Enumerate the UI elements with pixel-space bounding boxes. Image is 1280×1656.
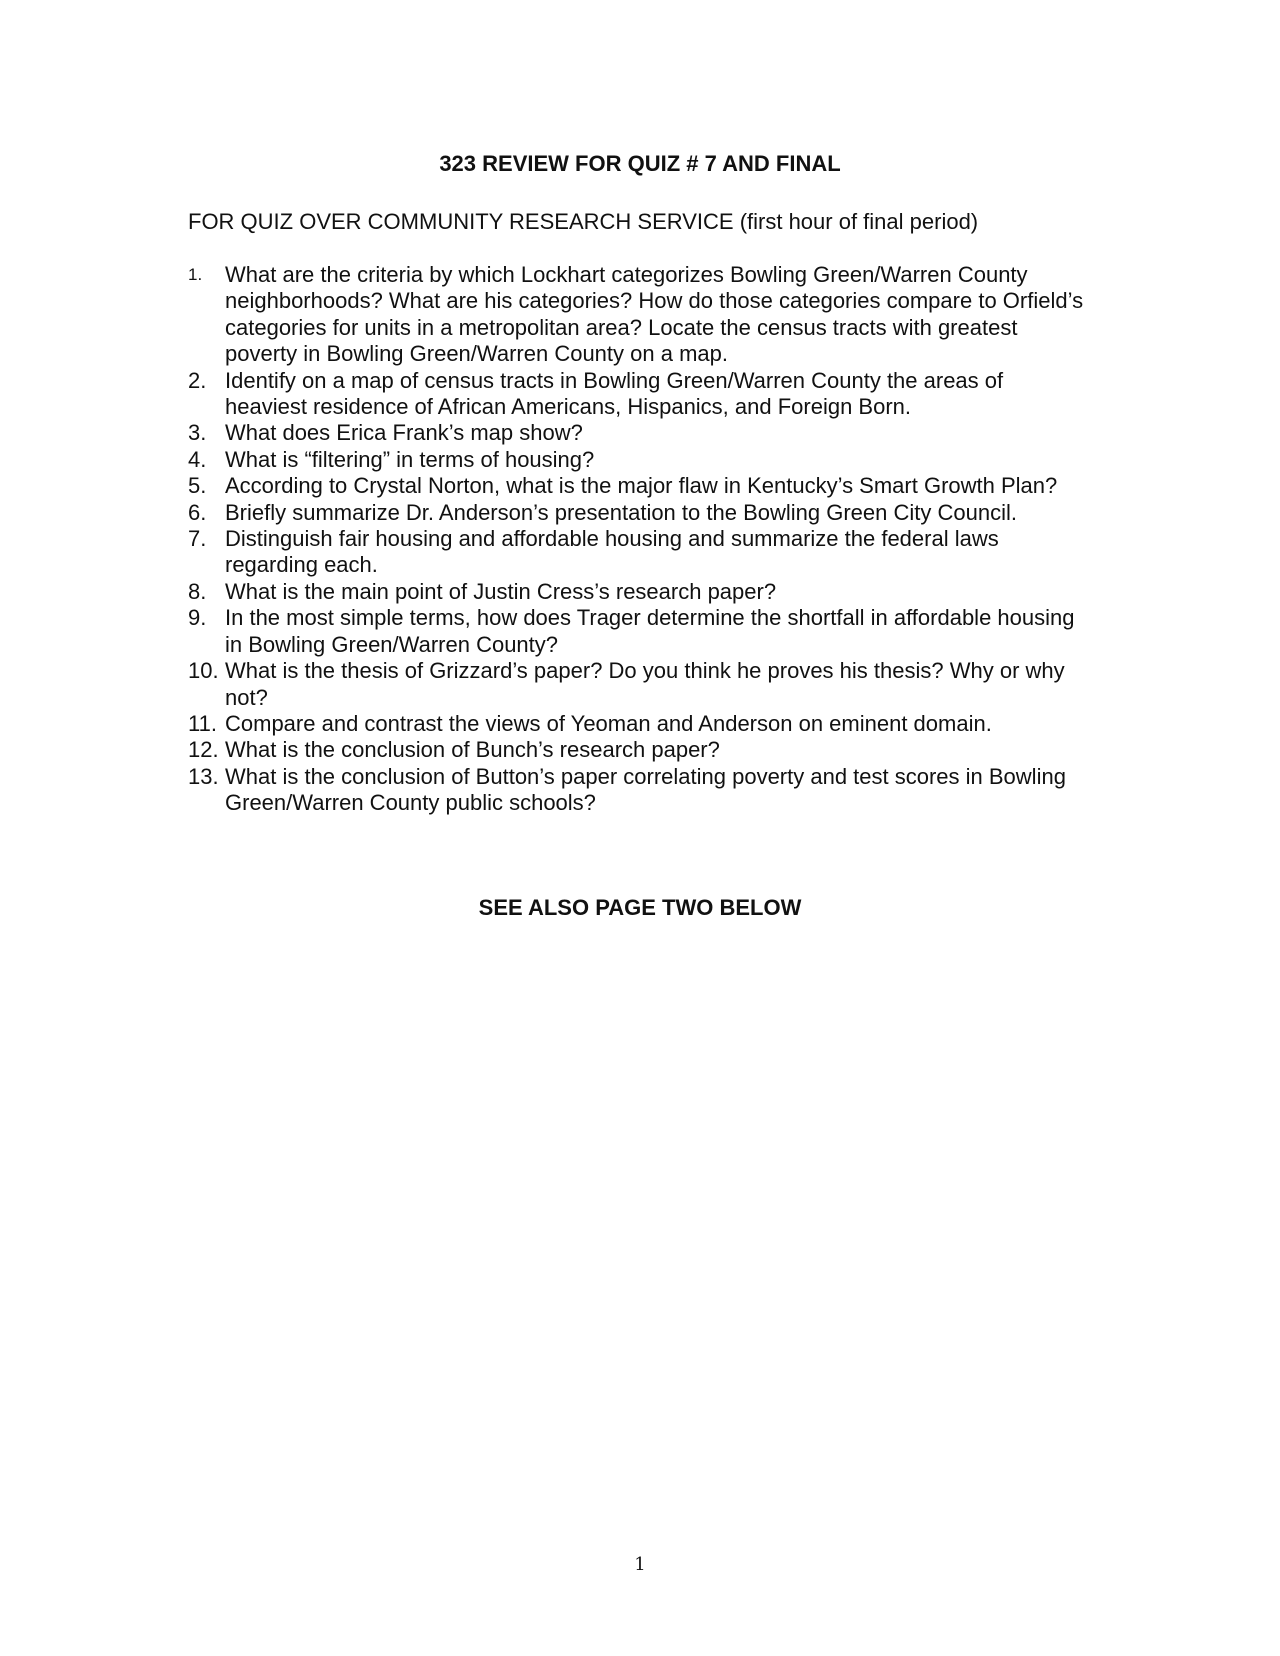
question-item [188, 447, 1088, 473]
question-item [188, 658, 1088, 711]
question-text: What is the conclusion of Bunch’s research paper? [225, 737, 720, 763]
question-number: 6. [188, 499, 207, 525]
question-item [188, 473, 1088, 499]
question-item [188, 262, 1088, 368]
question-number: 3. [188, 420, 207, 446]
question-number: 1. [188, 265, 203, 284]
question-item [188, 737, 1088, 763]
question-text: What is the thesis of Grizzard’s paper? Do you think he proves his thesis? Why or why not? [225, 658, 1065, 710]
page-number: 1 [634, 1554, 646, 1575]
question-text: What are the criteria by which Lockhart categorizes Bowling Green/Warren County neighborhoods? What are his categories? How do those categories compare to Orfield’s categories for units in a metropolitan area? Locate the census tracts with greatest poverty in Bowling Green/Warren County on a map. [225, 262, 1084, 367]
question-text: Compare and contrast the views of Yeoman and Anderson on eminent domain. [225, 710, 992, 736]
quiz-intro: FOR QUIZ OVER COMMUNITY RESEARCH SERVICE (first hour of final period) [188, 209, 979, 234]
question-number: 13. [188, 763, 219, 789]
question-item [188, 711, 1088, 737]
question-text: Briefly summarize Dr. Anderson’s presentation to the Bowling Green City Council. [225, 499, 1017, 525]
question-item [188, 579, 1088, 605]
question-item [188, 605, 1088, 658]
question-text: What does Erica Frank’s map show? [225, 420, 583, 446]
question-number: 4. [188, 446, 207, 472]
question-text: In the most simple terms, how does Trager determine the shortfall in affordable housing in Bowling Green/Warren County? [225, 605, 1075, 657]
question-number: 8. [188, 578, 207, 604]
question-number: 5. [188, 473, 207, 499]
question-item [188, 764, 1088, 817]
see-also-note: SEE ALSO PAGE TWO BELOW [478, 895, 802, 920]
question-text: Distinguish fair housing and affordable housing and summarize the federal laws regarding each. [225, 526, 999, 578]
question-number: 2. [188, 367, 207, 393]
question-number: 12. [188, 737, 219, 763]
question-item [188, 420, 1088, 446]
document-title: 323 REVIEW FOR QUIZ # 7 AND FINAL [439, 151, 841, 176]
question-item [188, 368, 1088, 421]
question-list [188, 262, 1088, 817]
question-text: According to Crystal Norton, what is the major flaw in Kentucky’s Smart Growth Plan? [225, 473, 1058, 499]
question-number: 11. [188, 710, 217, 736]
question-item [188, 526, 1088, 579]
question-text: What is the main point of Justin Cress’s research paper? [225, 578, 777, 604]
question-text: What is “filtering” in terms of housing? [225, 446, 595, 472]
question-text: What is the conclusion of Button’s paper correlating poverty and test scores in Bowling Green/Warren County public schools? [225, 763, 1066, 816]
question-number: 9. [188, 605, 207, 631]
question-number: 10. [188, 658, 219, 684]
question-item [188, 500, 1088, 526]
question-number: 7. [188, 526, 207, 552]
question-text: Identify on a map of census tracts in Bowling Green/Warren County the areas of heaviest residence of African Americans, Hispanics, and Foreign Born. [225, 367, 1004, 420]
